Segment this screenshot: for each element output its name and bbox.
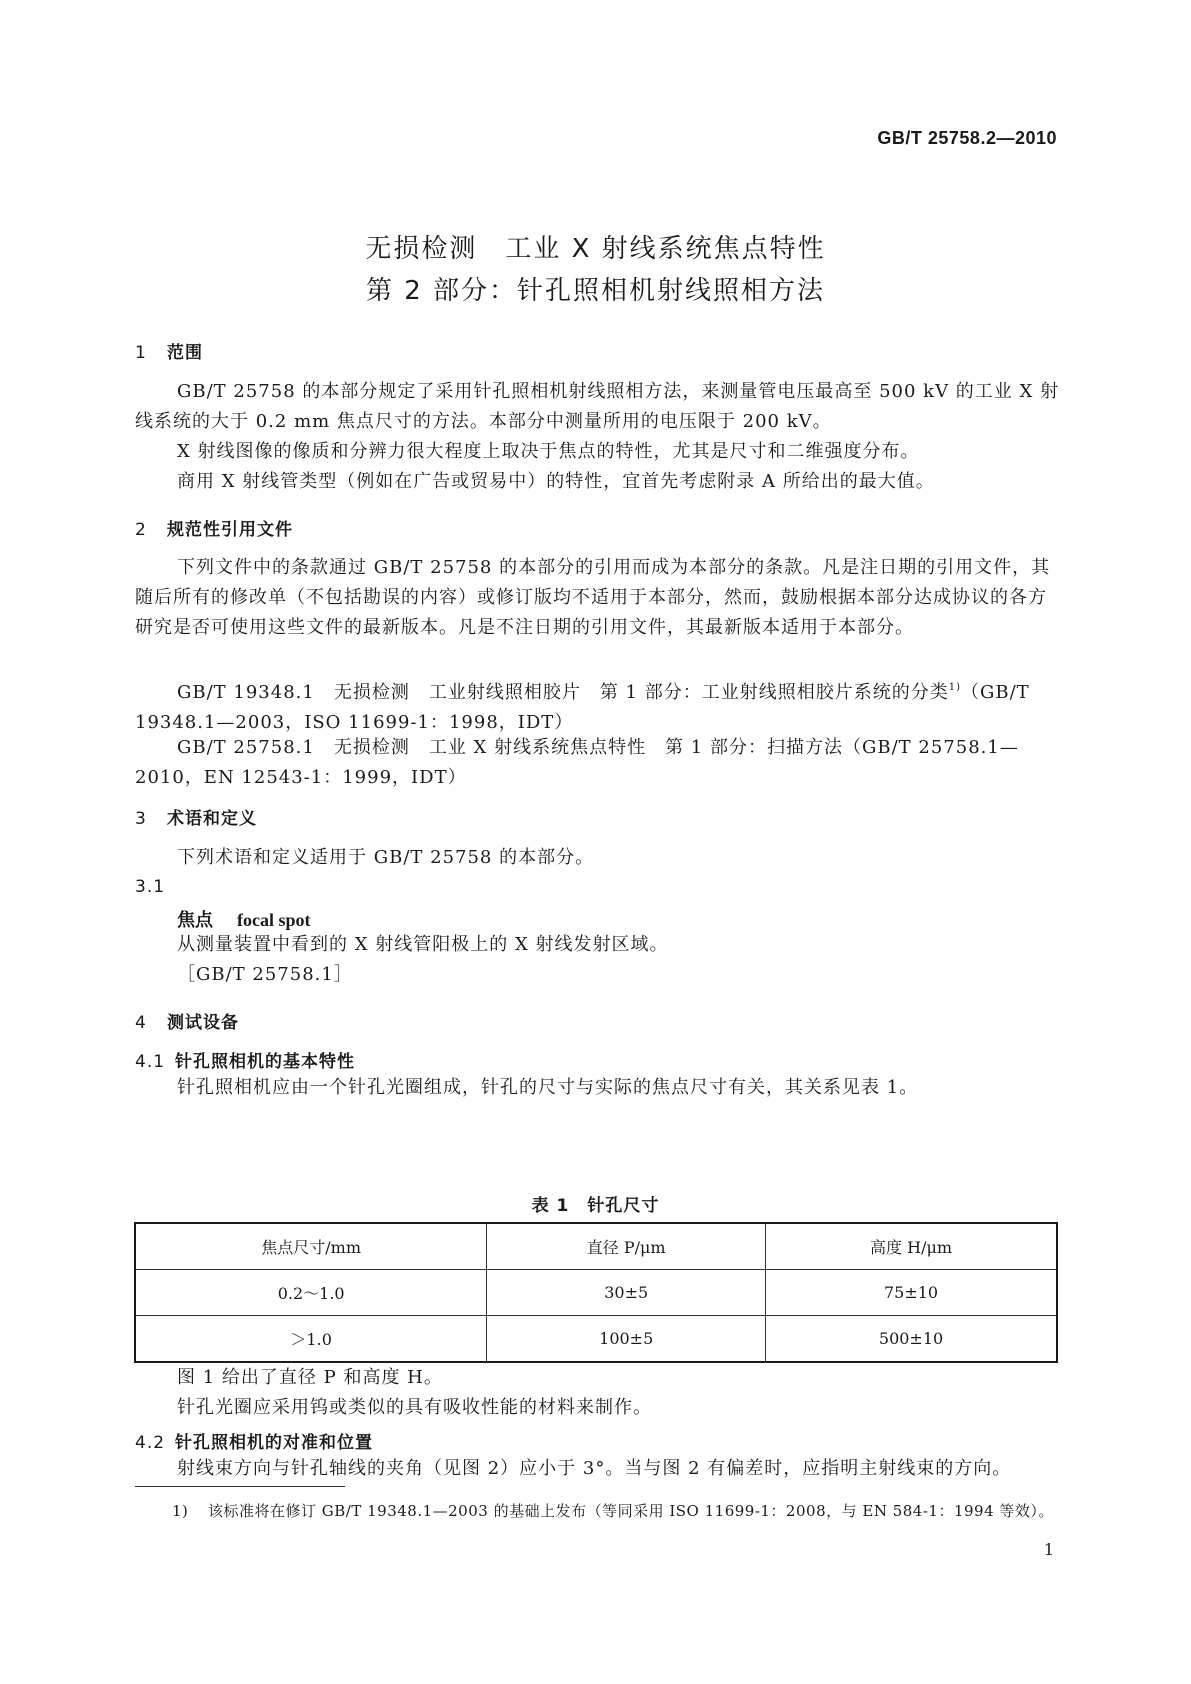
section-1-heading [135, 338, 203, 363]
section-title: 范围 [167, 343, 203, 363]
pinhole-size-table [134, 1222, 1058, 1363]
footnote-number: 1) [172, 1502, 189, 1520]
table-number: 表 1 [531, 1196, 570, 1216]
subsection-title: 针孔照相机的基本特性 [175, 1052, 355, 1072]
section-title: 规范性引用文件 [167, 520, 293, 540]
table-row [135, 1270, 1057, 1316]
table-row [135, 1316, 1057, 1363]
page-number: 1 [1043, 1540, 1054, 1559]
table-cell: 30±5 [487, 1270, 766, 1316]
section-1-paragraph-2: X 射线图像的像质和分辨力很大程度上取决于焦点的特性，尤其是尺寸和二维强度分布。 [177, 441, 920, 462]
section-number: 2 [135, 520, 147, 540]
section-number: 3 [135, 809, 147, 829]
table-header-row [135, 1223, 1057, 1270]
section-3-heading [135, 804, 257, 829]
table-cell: ＞1.0 [135, 1316, 487, 1363]
reference-1-continuation: （GB/T 19348.1—2003，ISO 11699-1：1998，IDT） [135, 682, 1030, 733]
table-title: 针孔尺寸 [587, 1196, 660, 1216]
section-2-paragraph-1: 下列文件中的条款通过 GB/T 25758 的本部分的引用而成为本部分的条款。凡是注日期的引用文件，其随后所有的修改单（不包括勘误的内容）或修订版均不适用于本部分，然而，鼓励根据本部分达成协议的各方研究是否可使用这些文件的最新版本。凡是不注日期的引用文件，其最新版本适用于本部分。 [135, 557, 1051, 638]
table-caption [0, 1191, 1191, 1216]
section-4-heading [135, 1008, 239, 1033]
document-title-line1: 无损检测 工业 X 射线系统焦点特性 [365, 234, 826, 264]
section-number: 4 [135, 1013, 147, 1033]
reference-1 [135, 673, 1065, 738]
reference-2: GB/T 25758.1 无损检测 工业 X 射线系统焦点特性 第 1 部分：扫描方法（GB/T 25758.1—2010，EN 12543-1：1999，IDT） [135, 737, 1019, 788]
footnote-marker: 1) [948, 682, 961, 693]
standard-code: GB/T 25758.2—2010 [877, 128, 1057, 148]
section-1-paragraph-1: GB/T 25758 的本部分规定了采用针孔照相机射线照相方法，来测量管电压最高至 500 kV 的工业 X 射线系统的大于 0.2 mm 焦点尺寸的方法。本部分中测量所用的电压限于 200 kV。 [135, 381, 1060, 432]
term-entry [177, 906, 311, 932]
column-header-focal-size: 焦点尺寸/mm [135, 1223, 487, 1270]
subsection-title: 针孔照相机的对准和位置 [175, 1433, 373, 1453]
table-cell: 0.2～1.0 [135, 1270, 487, 1316]
subsection-3-1-number: 3.1 [135, 877, 166, 897]
table-cell: 500±10 [766, 1316, 1057, 1363]
section-title: 测试设备 [167, 1013, 239, 1033]
term-source: ［GB/T 25758.1］ [177, 964, 353, 985]
subsection-number: 4.2 [135, 1433, 166, 1453]
subsection-number: 4.1 [135, 1052, 166, 1072]
document-title-line2: 第 2 部分：针孔照相机射线照相方法 [365, 276, 826, 306]
subsection-4-2-paragraph-1: 射线束方向与针孔轴线的夹角（见图 2）应小于 3°。当与图 2 有偏差时，应指明主射线束的方向。 [177, 1458, 1012, 1479]
subsection-4-1-heading [135, 1047, 355, 1072]
subsection-4-1-paragraph-2: 图 1 给出了直径 P 和高度 H。 [177, 1367, 443, 1388]
section-3-paragraph-1: 下列术语和定义适用于 GB/T 25758 的本部分。 [177, 847, 595, 868]
footnote-text: 该标准将在修订 GB/T 19348.1—2003 的基础上发布（等同采用 ISO 11699-1：2008，与 EN 584-1：1994 等效）。 [208, 1502, 1054, 1520]
term-definition: 从测量装置中看到的 X 射线管阳极上的 X 射线发射区域。 [177, 934, 669, 955]
section-number: 1 [135, 343, 147, 363]
table-cell: 75±10 [766, 1270, 1057, 1316]
footnote [172, 1500, 1054, 1521]
subsection-4-1-paragraph-3: 针孔光圈应采用钨或类似的具有吸收性能的材料来制作。 [177, 1397, 652, 1418]
term-english: focal spot [237, 910, 311, 930]
subsection-4-1-paragraph-1: 针孔照相机应由一个针孔光圈组成，针孔的尺寸与实际的焦点尺寸有关，其关系见表 1。 [177, 1077, 919, 1098]
column-header-height: 高度 H/μm [766, 1223, 1057, 1270]
section-1-paragraph-3: 商用 X 射线管类型（例如在广告或贸易中）的特性，宜首先考虑附录 A 所给出的最大值。 [177, 471, 935, 492]
subsection-4-2-heading [135, 1428, 373, 1453]
reference-1-text: GB/T 19348.1 无损检测 工业射线照相胶片 第 1 部分：工业射线照相胶片系统的分类 [177, 682, 949, 703]
column-header-diameter: 直径 P/μm [487, 1223, 766, 1270]
term-chinese: 焦点 [177, 910, 213, 931]
section-title: 术语和定义 [167, 809, 257, 829]
table-cell: 100±5 [487, 1316, 766, 1363]
section-2-heading [135, 515, 293, 540]
footnote-separator [135, 1486, 345, 1487]
